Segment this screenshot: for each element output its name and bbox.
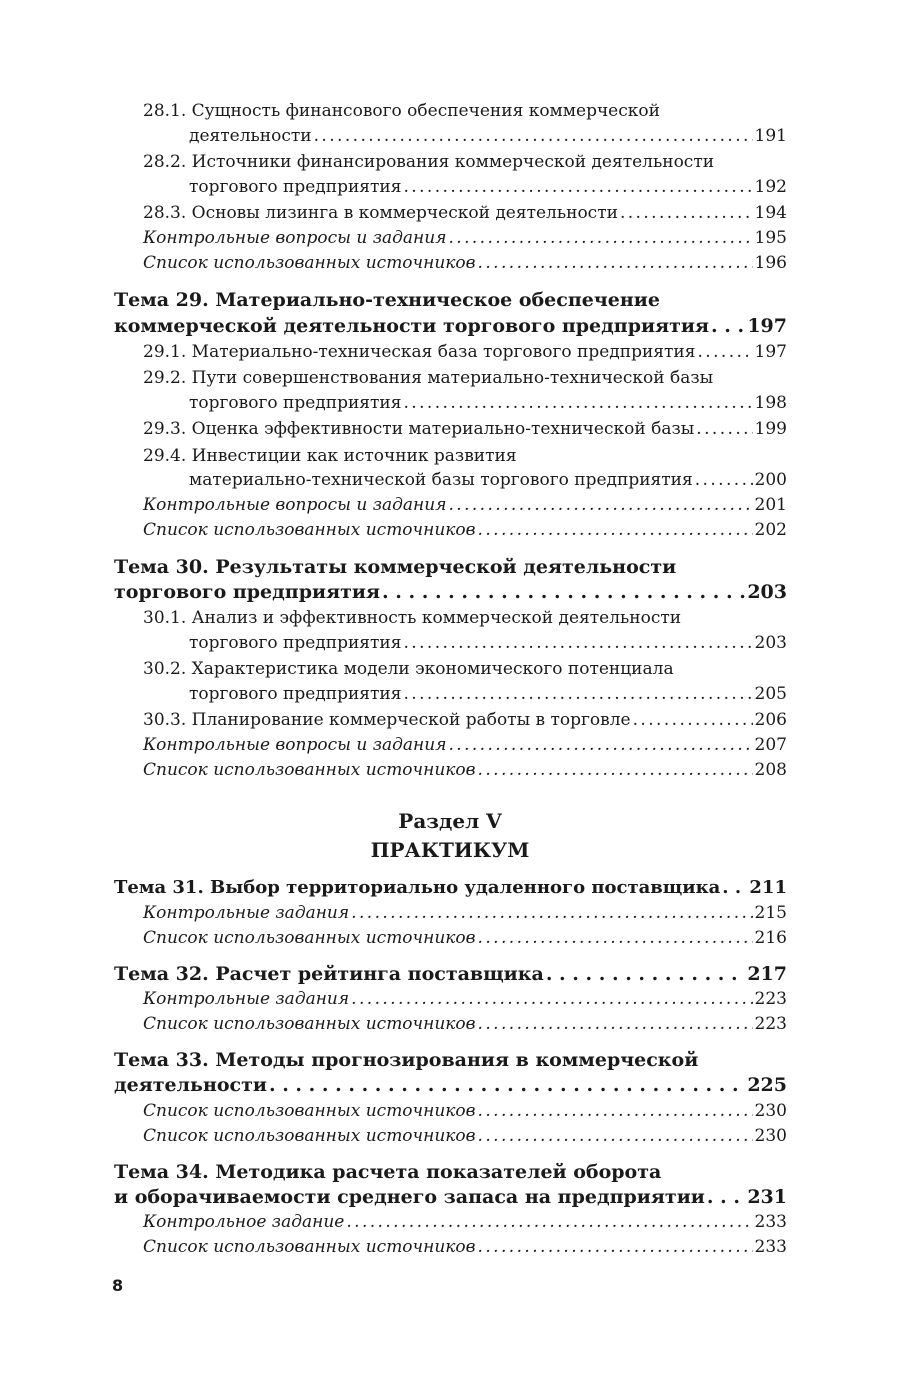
dot-leader	[448, 733, 752, 758]
toc-entry-title: Список использованных источников	[143, 1237, 476, 1257]
topic-page-number: 197	[747, 315, 787, 337]
dot-leader	[478, 758, 753, 783]
toc-page-number: 205	[754, 684, 787, 704]
toc-entry[interactable]	[189, 391, 787, 416]
toc-entry[interactable]	[189, 124, 787, 149]
dot-leader	[478, 1124, 753, 1149]
toc-page-number: 202	[754, 520, 787, 540]
section-title: ПРАКТИКУМ	[370, 838, 530, 862]
dot-leader	[478, 1099, 753, 1124]
dot-leader	[633, 708, 753, 733]
dot-leader	[403, 391, 752, 416]
topic-title: торгового предприятия	[114, 581, 381, 603]
dot-leader	[351, 901, 752, 926]
toc-entry-title: Список использованных источников	[143, 760, 476, 780]
section-label: Раздел V	[398, 809, 502, 833]
topic-page-number: 231	[747, 1186, 787, 1208]
topic-heading: Тема 34. Методика расчета показателей оборота	[114, 1161, 662, 1183]
toc-entry[interactable]	[189, 175, 787, 200]
toc-page-number: 233	[754, 1237, 787, 1257]
dot-leader	[346, 1210, 752, 1235]
toc-page-number: 230	[754, 1126, 787, 1146]
toc-entry-title: торгового предприятия	[189, 393, 402, 413]
toc-entry[interactable]	[143, 201, 787, 226]
toc-entry-questions[interactable]	[143, 493, 787, 518]
toc-entry-sources[interactable]	[143, 758, 787, 783]
toc-entry-title: торгового предприятия	[189, 633, 402, 653]
topic-page-number: 203	[747, 581, 787, 603]
toc-line: 29.4. Инвестиции как источник развития	[143, 446, 517, 466]
toc-line: 28.1. Сущность финансового обеспечения коммерческой	[143, 101, 660, 121]
topic-title: Тема 31. Выбор территориально удаленного поставщика	[114, 877, 721, 898]
toc-entry-title: Список использованных источников	[143, 1101, 476, 1121]
topic-heading: Тема 30. Результаты коммерческой деятельности	[114, 556, 677, 578]
toc-entry-tasks[interactable]	[143, 901, 787, 926]
toc-entry-sources[interactable]	[143, 1012, 787, 1037]
toc-page-number: 196	[754, 253, 787, 273]
toc-entry-title: торгового предприятия	[189, 177, 402, 197]
toc-entry-title: Список использованных источников	[143, 253, 476, 273]
toc-entry[interactable]	[189, 468, 787, 493]
dot-leader	[696, 417, 752, 442]
dot-leader	[314, 124, 753, 149]
dot-leader	[711, 313, 745, 340]
toc-page-number: 198	[754, 393, 787, 413]
toc-entry-sources[interactable]	[143, 518, 787, 543]
toc-entry-title: Контрольные вопросы и задания	[143, 495, 447, 515]
toc-entry-sources[interactable]	[143, 1124, 787, 1149]
toc-page-number: 195	[754, 228, 787, 248]
toc-entry-title: Контрольные задания	[143, 989, 350, 1009]
toc-entry-title: 29.3. Оценка эффективности материально-технической базы	[143, 419, 695, 439]
dot-leader	[448, 226, 752, 251]
toc-entry-title: Список использованных источников	[143, 1014, 476, 1034]
dot-leader	[478, 251, 753, 276]
toc-page-number: 207	[754, 735, 787, 755]
dot-leader	[478, 518, 753, 543]
dot-leader	[403, 631, 752, 656]
toc-line: 30.2. Характеристика модели экономического потенциала	[143, 659, 674, 679]
toc-page-number: 216	[754, 928, 787, 948]
toc-entry-questions[interactable]	[143, 733, 787, 758]
toc-entry-sources[interactable]	[143, 926, 787, 951]
dot-leader	[403, 682, 752, 707]
dot-leader	[403, 175, 752, 200]
toc-entry[interactable]	[143, 417, 787, 442]
dot-leader	[269, 1072, 745, 1099]
dot-leader	[351, 987, 752, 1012]
toc-entry-title: Контрольные задания	[143, 903, 350, 923]
dot-leader	[697, 340, 752, 365]
toc-page-number: 230	[754, 1101, 787, 1121]
toc-entry-title: Список использованных источников	[143, 928, 476, 948]
toc-line: 29.2. Пути совершенствования материально-технической базы	[143, 368, 714, 388]
toc-entry-title: Список использованных источников	[143, 520, 476, 540]
dot-leader	[695, 468, 753, 493]
toc-entry[interactable]	[189, 631, 787, 656]
dot-leader	[546, 961, 746, 988]
toc-page-number: 223	[754, 989, 787, 1009]
topic-title: Тема 32. Расчет рейтинга поставщика	[114, 963, 544, 985]
topic-title: и оборачиваемости среднего запаса на предприятии	[114, 1186, 705, 1208]
toc-line: 28.2. Источники финансирования коммерческой деятельности	[143, 152, 715, 172]
dot-leader	[478, 1235, 753, 1260]
toc-entry-title: Контрольные вопросы и задания	[143, 735, 447, 755]
topic-page-number: 211	[749, 877, 787, 898]
toc-entry-sources[interactable]	[143, 1235, 787, 1260]
topic-entry[interactable]	[114, 313, 787, 340]
toc-page-number: 208	[754, 760, 787, 780]
toc-line: 30.1. Анализ и эффективность коммерческой деятельности	[143, 608, 682, 628]
toc-entry-title: Контрольное задание	[143, 1212, 345, 1232]
toc-entry-title: 30.3. Планирование коммерческой работы в торговле	[143, 710, 631, 730]
toc-entry-title: Контрольные вопросы и задания	[143, 228, 447, 248]
toc-page-number: 233	[754, 1212, 787, 1232]
toc-entry[interactable]	[143, 340, 787, 365]
dot-leader	[707, 1184, 745, 1211]
dot-leader	[478, 1012, 753, 1037]
dot-leader	[620, 201, 753, 226]
toc-page-number: 215	[754, 903, 787, 923]
toc-entry-title: материально-технической базы торгового предприятия	[189, 470, 693, 490]
dot-leader	[448, 493, 752, 518]
toc-page-number: 191	[754, 126, 787, 146]
toc-page-number: 201	[754, 495, 787, 515]
toc-page-number: 203	[754, 633, 787, 653]
toc-entry-tasks[interactable]	[143, 1210, 787, 1235]
toc-entry-sources[interactable]	[143, 1099, 787, 1124]
topic-entry[interactable]	[114, 1184, 787, 1211]
dot-leader	[722, 874, 747, 901]
topic-title: деятельности	[114, 1074, 267, 1096]
toc-entry[interactable]	[143, 708, 787, 733]
toc-page-number: 199	[754, 419, 787, 439]
toc-entry[interactable]	[189, 682, 787, 707]
topic-heading: Тема 33. Методы прогнозирования в коммерческой	[114, 1049, 699, 1071]
toc-page-number: 194	[754, 203, 787, 223]
topic-heading: Тема 29. Материально-техническое обеспечение	[114, 289, 660, 311]
toc-page-number: 206	[754, 710, 787, 730]
dot-leader	[382, 579, 745, 606]
toc-entry-questions[interactable]	[143, 226, 787, 251]
toc-entry-title: торгового предприятия	[189, 684, 402, 704]
toc-entry-title: 28.3. Основы лизинга в коммерческой деятельности	[143, 203, 618, 223]
toc-page-number: 200	[754, 470, 787, 490]
dot-leader	[478, 926, 753, 951]
topic-page-number: 217	[747, 963, 787, 985]
topic-entry[interactable]	[114, 874, 787, 901]
toc-page-number: 223	[754, 1014, 787, 1034]
toc-entry-title: 29.1. Материально-техническая база торгового предприятия	[143, 342, 696, 362]
toc-entry-title: деятельности	[189, 126, 312, 146]
topic-entry[interactable]	[114, 1072, 787, 1099]
toc-entry-title: Список использованных источников	[143, 1126, 476, 1146]
page-number: 8	[112, 1276, 124, 1295]
topic-entry[interactable]	[114, 579, 787, 606]
topic-title: коммерческой деятельности торгового предприятия	[114, 315, 710, 337]
topic-page-number: 225	[747, 1074, 787, 1096]
toc-page-number: 192	[754, 177, 787, 197]
toc-entry-sources[interactable]	[143, 251, 787, 276]
topic-entry[interactable]	[114, 961, 787, 988]
toc-entry-tasks[interactable]	[143, 987, 787, 1012]
toc-page-number: 197	[754, 342, 787, 362]
